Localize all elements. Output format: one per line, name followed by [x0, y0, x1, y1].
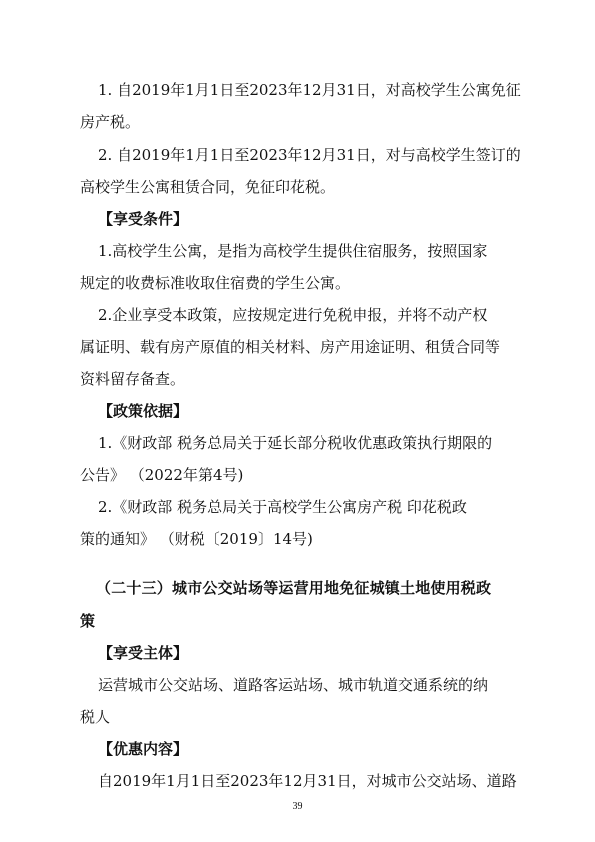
paragraph-line: 税人: [80, 708, 111, 726]
paragraph-line: 自2019年1月1日至2023年12月31日，对城市公交站场、道路: [98, 772, 517, 790]
paragraph-line: 2. 自2019年1月1日至2023年12月31日，对与高校学生签订的: [98, 146, 521, 164]
paragraph-line: 1.高校学生公寓，是指为高校学生提供住宿服务，按照国家: [98, 242, 488, 260]
paragraph-line: 运营城市公交站场、道路客运站场、城市轨道交通系统的纳: [98, 676, 489, 694]
paragraph-line: 策的通知》 （财税〔2019〕14号): [80, 530, 313, 548]
section-title: （二十三）城市公交站场等运营用地免征城镇土地使用税政: [96, 579, 492, 597]
section-header: 【享受条件】: [98, 210, 189, 228]
paragraph-line: 1.《财政部 税务总局关于延长部分税收优惠政策执行期限的: [98, 434, 493, 452]
paragraph-line: 房产税。: [80, 113, 141, 131]
paragraph-line: 资料留存备查。: [80, 370, 186, 388]
paragraph-line: 2.企业享受本政策，应按规定进行免税申报，并将不动产权: [98, 306, 488, 324]
paragraph-line: 属证明、载有房产原值的相关材料、房产用途证明、租赁合同等: [80, 338, 501, 356]
paragraph-line: 规定的收费标准收取住宿费的学生公寓。: [80, 274, 351, 292]
section-header: 【享受主体】: [98, 644, 189, 662]
section-title: 策: [80, 612, 96, 630]
paragraph-line: 2.《财政部 税务总局关于高校学生公寓房产税 印花税政: [98, 498, 467, 516]
section-header: 【政策依据】: [98, 402, 189, 420]
paragraph-line: 公告》 （2022年第4号): [80, 466, 244, 484]
paragraph-line: 高校学生公寓租赁合同，免征印花税。: [80, 178, 336, 196]
section-header: 【优惠内容】: [98, 740, 189, 758]
paragraph-line: 1. 自2019年1月1日至2023年12月31日，对高校学生公寓免征: [98, 81, 521, 99]
page-number: 39: [292, 801, 303, 812]
